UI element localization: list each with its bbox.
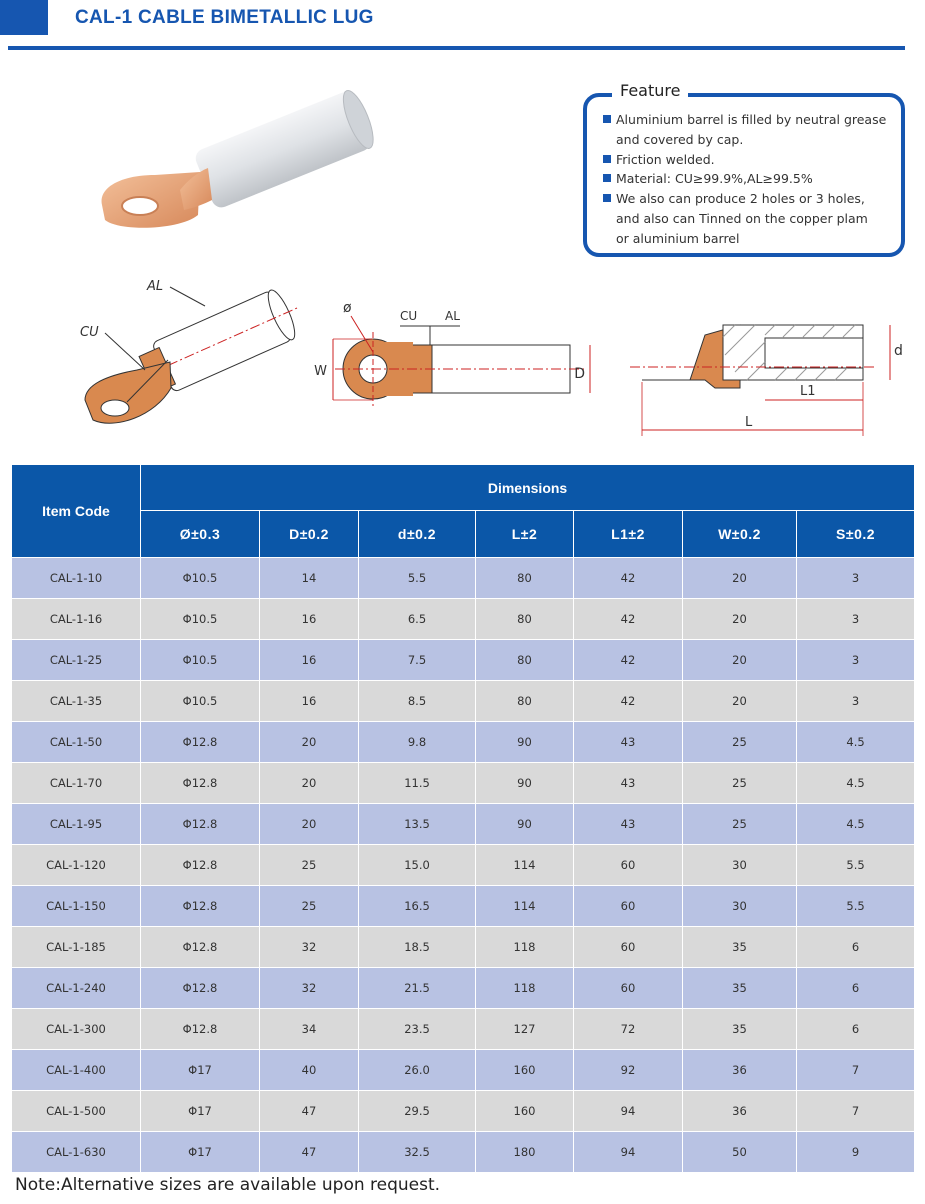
dimension-cell: 94 (574, 1132, 683, 1173)
dimension-cell: 50 (683, 1132, 797, 1173)
title-underline (8, 46, 905, 50)
item-code-cell: CAL-1-300 (12, 1009, 141, 1050)
dimension-cell: 35 (683, 1009, 797, 1050)
dimension-cell: 40 (260, 1050, 359, 1091)
item-code-header: Item Code (12, 465, 141, 558)
dimension-cell: 94 (574, 1091, 683, 1132)
dimension-cell: 11.5 (359, 763, 476, 804)
dimension-cell: 7 (797, 1091, 915, 1132)
dimension-cell: 80 (476, 640, 574, 681)
feature-line: Friction welded. (616, 151, 715, 167)
table-row (12, 804, 915, 845)
label-cu: CU (80, 325, 99, 340)
dimension-cell: Φ12.8 (141, 927, 260, 968)
column-header: W±0.2 (683, 511, 797, 558)
dimension-cell: 47 (260, 1091, 359, 1132)
dimension-cell: 20 (260, 804, 359, 845)
dimension-cell: Φ12.8 (141, 1009, 260, 1050)
dimension-cell: 3 (797, 599, 915, 640)
item-code-cell: CAL-1-630 (12, 1132, 141, 1173)
column-header: S±0.2 (797, 511, 915, 558)
table-row (12, 886, 915, 927)
dimension-cell: Φ12.8 (141, 763, 260, 804)
dimension-cell: 127 (476, 1009, 574, 1050)
dimension-cell: 80 (476, 599, 574, 640)
dimension-cell: 20 (683, 640, 797, 681)
label-l1: L1 (800, 384, 816, 399)
item-code-cell: CAL-1-10 (12, 558, 141, 599)
dimension-cell: 90 (476, 763, 574, 804)
item-code-cell: CAL-1-185 (12, 927, 141, 968)
column-header: D±0.2 (260, 511, 359, 558)
dimension-cell: 5.5 (797, 845, 915, 886)
side-view-drawing (314, 300, 590, 406)
item-code-cell: CAL-1-95 (12, 804, 141, 845)
label-l: L (745, 415, 753, 430)
dimension-cell: 160 (476, 1050, 574, 1091)
column-header: L±2 (476, 511, 574, 558)
dimension-cell: 42 (574, 640, 683, 681)
dimension-cell: 6 (797, 927, 915, 968)
dimension-cell: Φ10.5 (141, 599, 260, 640)
dimension-cell: 160 (476, 1091, 574, 1132)
feature-line: and also can Tinned on the copper plam (616, 210, 868, 226)
dimension-cell: 20 (683, 558, 797, 599)
dimension-cell: 25 (683, 722, 797, 763)
dimension-cell: 3 (797, 640, 915, 681)
dimension-cell: 25 (683, 804, 797, 845)
dimension-cell: 32 (260, 927, 359, 968)
feature-line: We also can produce 2 holes or 3 holes, (616, 191, 865, 207)
dimension-cell: Φ10.5 (141, 640, 260, 681)
dimensions-header: Dimensions (141, 465, 915, 511)
dimension-cell: 36 (683, 1091, 797, 1132)
table-row (12, 599, 915, 640)
dimension-cell: 35 (683, 927, 797, 968)
dimension-cell: Φ17 (141, 1091, 260, 1132)
dimension-cell: 5.5 (359, 558, 476, 599)
title-bar (0, 0, 925, 52)
dimension-cell: 5.5 (797, 886, 915, 927)
dimension-cell: 23.5 (359, 1009, 476, 1050)
dimension-cell: 118 (476, 968, 574, 1009)
dimension-cell: 60 (574, 927, 683, 968)
dimension-cell: 30 (683, 845, 797, 886)
dimension-cell: 118 (476, 927, 574, 968)
item-code-cell: CAL-1-70 (12, 763, 141, 804)
feature-item (603, 110, 901, 150)
dimension-cell: 80 (476, 681, 574, 722)
item-code-cell: CAL-1-150 (12, 886, 141, 927)
dimension-cell: Φ12.8 (141, 722, 260, 763)
dimension-cell: 72 (574, 1009, 683, 1050)
item-code-cell: CAL-1-16 (12, 599, 141, 640)
dimension-cell: 32.5 (359, 1132, 476, 1173)
dimension-cell: 20 (260, 763, 359, 804)
dimension-cell: 42 (574, 599, 683, 640)
table-row (12, 1050, 915, 1091)
column-header: Ø±0.3 (141, 511, 260, 558)
table-row (12, 681, 915, 722)
dimension-cell: Φ17 (141, 1050, 260, 1091)
label-cu2: CU (400, 309, 418, 323)
dimension-cell: 180 (476, 1132, 574, 1173)
dimension-cell: 92 (574, 1050, 683, 1091)
dimension-cell: 114 (476, 886, 574, 927)
page-title: CAL-1 CABLE BIMETALLIC LUG (75, 7, 374, 28)
product-photo (80, 80, 380, 250)
feature-line: Material: CU≥99.9%,AL≥99.5% (616, 171, 813, 187)
table-row (12, 927, 915, 968)
dimension-cell: 16 (260, 681, 359, 722)
item-code-cell: CAL-1-120 (12, 845, 141, 886)
dimension-cell: 25 (260, 845, 359, 886)
sectional-drawing (630, 325, 903, 436)
dimension-cell: Φ12.8 (141, 845, 260, 886)
dimension-cell: 47 (260, 1132, 359, 1173)
dimension-cell: 18.5 (359, 927, 476, 968)
technical-drawings (75, 270, 905, 445)
spec-table (12, 465, 915, 1173)
label-al: AL (147, 279, 164, 294)
feature-item (603, 169, 901, 189)
dimension-cell: 3 (797, 681, 915, 722)
dimension-cell: 9.8 (359, 722, 476, 763)
item-code-cell: CAL-1-500 (12, 1091, 141, 1132)
square-bullet-icon (603, 115, 611, 123)
dimension-cell: 8.5 (359, 681, 476, 722)
dimension-cell: 42 (574, 558, 683, 599)
dimension-cell: 29.5 (359, 1091, 476, 1132)
dimension-cell: Φ10.5 (141, 558, 260, 599)
dimension-cell: 16 (260, 640, 359, 681)
feature-item (603, 150, 901, 170)
dimension-cell: 90 (476, 722, 574, 763)
label-w: W (314, 364, 327, 379)
table-row (12, 763, 915, 804)
dimension-cell: 35 (683, 968, 797, 1009)
item-code-cell: CAL-1-240 (12, 968, 141, 1009)
column-header: d±0.2 (359, 511, 476, 558)
dimension-cell: 3 (797, 558, 915, 599)
item-code-cell: CAL-1-400 (12, 1050, 141, 1091)
square-bullet-icon (603, 194, 611, 202)
dimension-cell: Φ17 (141, 1132, 260, 1173)
dimension-cell: 43 (574, 804, 683, 845)
dimension-cell: 43 (574, 763, 683, 804)
label-d-lower: d (894, 343, 903, 359)
dimension-cell: 34 (260, 1009, 359, 1050)
perspective-drawing (80, 279, 311, 423)
dimension-cell: 80 (476, 558, 574, 599)
dimension-cell: 32 (260, 968, 359, 1009)
square-bullet-icon (603, 155, 611, 163)
dimension-cell: 114 (476, 845, 574, 886)
dimension-cell: 60 (574, 886, 683, 927)
dimension-cell: 20 (260, 722, 359, 763)
dimension-cell: 4.5 (797, 763, 915, 804)
feature-line: and covered by cap. (616, 131, 744, 147)
dimension-cell: Φ12.8 (141, 968, 260, 1009)
table-row (12, 1009, 915, 1050)
feature-line: or aluminium barrel (616, 230, 740, 246)
label-phi: ø (343, 300, 352, 316)
dimension-cell: 13.5 (359, 804, 476, 845)
dimension-cell: 60 (574, 968, 683, 1009)
dimension-cell: Φ10.5 (141, 681, 260, 722)
table-row (12, 1132, 915, 1173)
dimension-cell: 4.5 (797, 722, 915, 763)
aluminium-barrel-photo (193, 87, 379, 210)
table-row (12, 968, 915, 1009)
dimension-cell: 42 (574, 681, 683, 722)
dimension-cell: 30 (683, 886, 797, 927)
dimension-cell: 26.0 (359, 1050, 476, 1091)
dimension-cell: Φ12.8 (141, 886, 260, 927)
dimension-cell: 9 (797, 1132, 915, 1173)
table-row (12, 640, 915, 681)
dimension-cell: 6 (797, 1009, 915, 1050)
dimension-cell: 4.5 (797, 804, 915, 845)
dimension-cell: 21.5 (359, 968, 476, 1009)
table-row (12, 722, 915, 763)
dimension-cell: 20 (683, 599, 797, 640)
item-code-cell: CAL-1-25 (12, 640, 141, 681)
column-header: L1±2 (574, 511, 683, 558)
dimension-cell: 90 (476, 804, 574, 845)
table-row (12, 1091, 915, 1132)
dimension-cell: Φ12.8 (141, 804, 260, 845)
feature-title: Feature (612, 81, 688, 100)
dimension-cell: 7.5 (359, 640, 476, 681)
dimension-cell: 60 (574, 845, 683, 886)
feature-item (603, 189, 901, 248)
dimension-cell: 36 (683, 1050, 797, 1091)
dimension-cell: 16 (260, 599, 359, 640)
dimension-cell: 25 (683, 763, 797, 804)
dimension-cell: 43 (574, 722, 683, 763)
dimension-cell: 7 (797, 1050, 915, 1091)
square-bullet-icon (603, 174, 611, 182)
dimension-cell: 15.0 (359, 845, 476, 886)
dimension-cell: 14 (260, 558, 359, 599)
item-code-cell: CAL-1-50 (12, 722, 141, 763)
table-row (12, 845, 915, 886)
title-accent-block (0, 0, 48, 35)
footnote: Note:Alternative sizes are available upon request. (15, 1175, 441, 1195)
feature-list (603, 110, 901, 249)
dimension-cell: 6 (797, 968, 915, 1009)
item-code-cell: CAL-1-35 (12, 681, 141, 722)
table-row (12, 558, 915, 599)
dimension-cell: 25 (260, 886, 359, 927)
label-al2: AL (445, 309, 460, 323)
label-d-upper: D (574, 366, 585, 382)
dimension-cell: 6.5 (359, 599, 476, 640)
feature-line: Aluminium barrel is filled by neutral grease (616, 112, 887, 127)
dimension-cell: 16.5 (359, 886, 476, 927)
dimension-cell: 20 (683, 681, 797, 722)
table-body (12, 558, 915, 1173)
